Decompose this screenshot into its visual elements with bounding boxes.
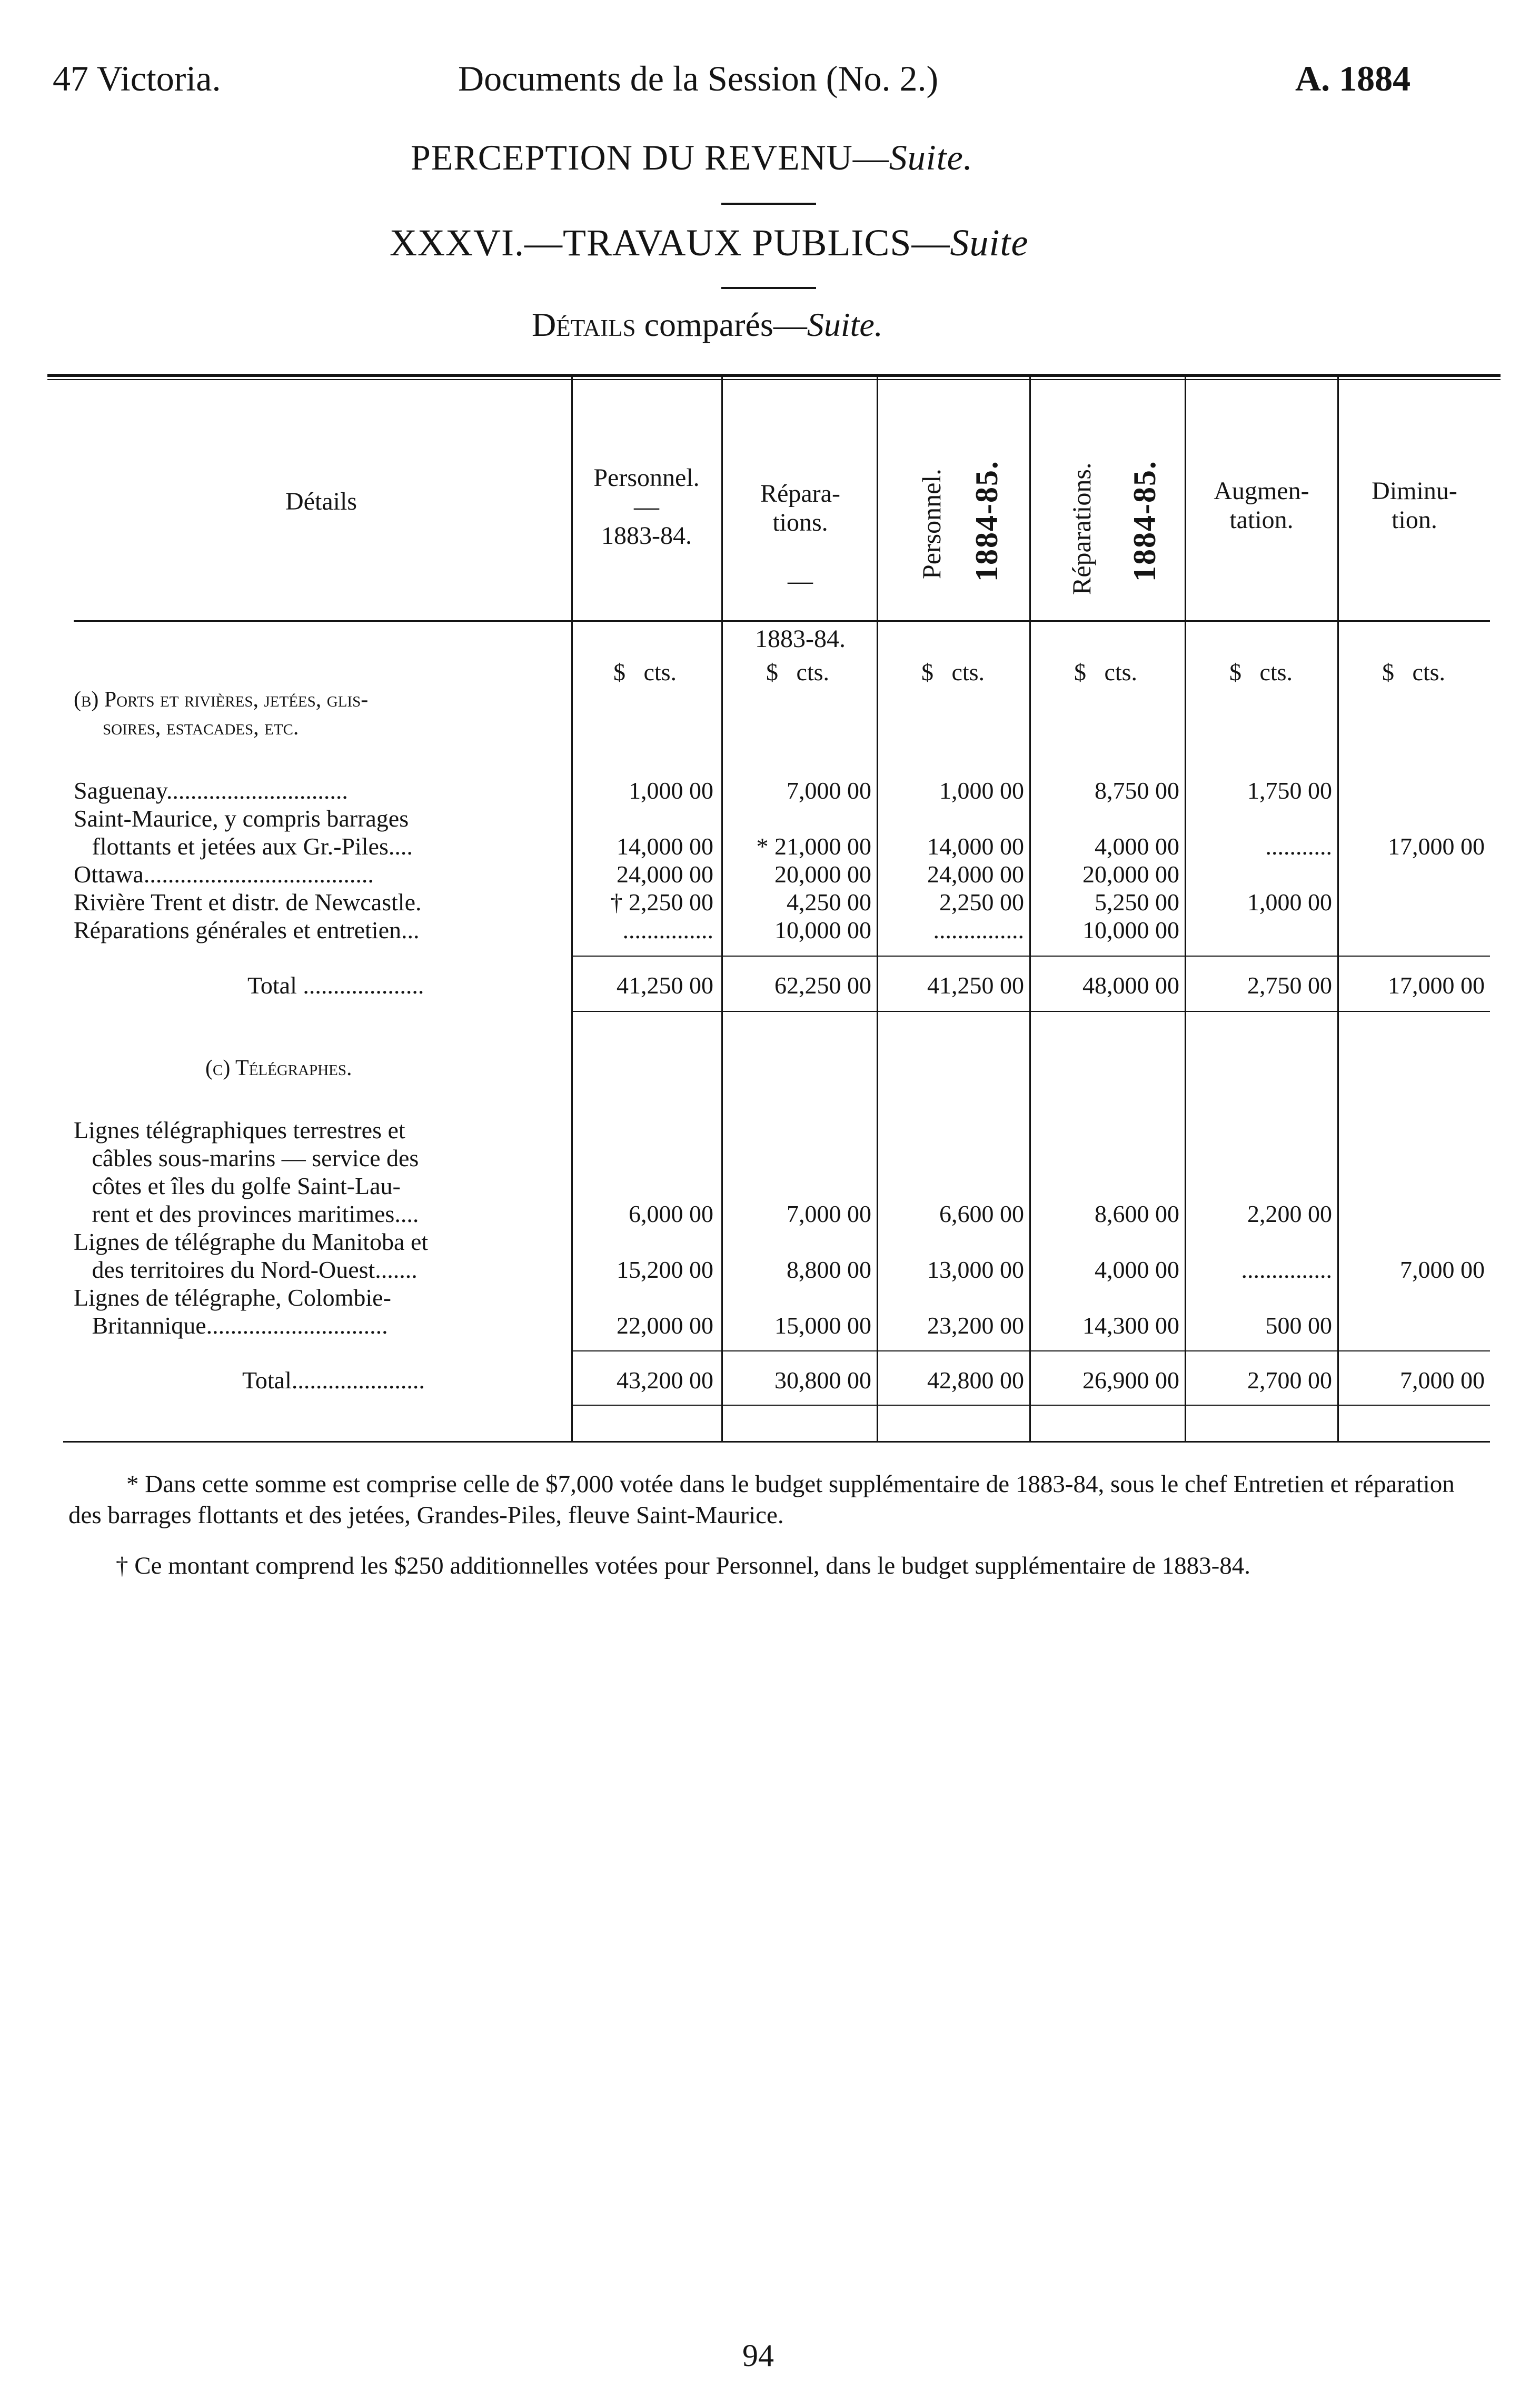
row-label: Lignes de télégraphe, Colombie- [74,1284,391,1311]
total-label: Total .................... [247,972,424,999]
value-augmentation: 500 00 [1265,1312,1332,1339]
subsection-title-main: comparés— [635,306,807,343]
unit-label: $ cts. [766,659,830,685]
value-personnel-1883-84: 14,000 00 [617,833,713,860]
column-header-year-1884-85-a [969,460,1005,582]
subsection-title-suite: Suite. [807,306,883,343]
value-reparations-1883-84: 4,250 00 [787,889,871,916]
total-personnel-1883-84: 43,200 00 [617,1367,713,1394]
value-reparations-1884-85: 8,600 00 [1095,1200,1179,1227]
unit-label: $ cts. [921,659,985,685]
row-label: Réparations générales et entretien... [74,917,420,943]
column-header-label: Personnel. [917,469,946,579]
column-header-personnel-1884-85 [916,469,947,579]
section-b-title-cont: soires, estacades, etc. [103,715,299,740]
value-personnel-1883-84: 22,000 00 [617,1312,713,1339]
table-bottom-rule [63,1441,1490,1443]
row-label: câbles sous-marins — service des [74,1145,419,1171]
value-diminution: 7,000 00 [1400,1256,1485,1283]
row-label: Britannique.............................. [74,1312,388,1339]
row-label: Saguenay.............................. [74,777,348,804]
row-label: Rivière Trent et distr. de Newcastle. [74,889,422,916]
total-c-bottom-rule [571,1405,1490,1406]
value-augmentation: ............... [1241,1256,1332,1283]
unit-label: $ cts. [1074,659,1138,685]
value-personnel-1883-84: 24,000 00 [617,861,713,888]
column-header-year: 1883-84. [755,625,846,653]
value-personnel-1883-84: ............... [622,917,713,943]
total-reparations-1884-85: 48,000 00 [1082,972,1179,999]
value-reparations-1884-85: 5,250 00 [1095,889,1179,916]
total-diminution: 17,000 00 [1388,972,1485,999]
total-c-top-rule [571,1350,1490,1351]
value-reparations-1883-84: 7,000 00 [787,1200,871,1227]
table-top-rule-thin [47,379,1501,380]
total-diminution: 7,000 00 [1400,1367,1485,1394]
row-label: Lignes de télégraphe du Manitoba et [74,1228,429,1255]
value-reparations-1883-84: 20,000 00 [774,861,871,888]
column-header-year: 1884-85. [1127,460,1162,582]
header-year: A. 1884 [1295,58,1411,98]
value-reparations-1884-85: 4,000 00 [1095,833,1179,860]
unit-label: $ cts. [613,659,677,685]
header-bottom-rule [74,620,1490,622]
value-personnel-1884-85: 1,000 00 [939,777,1024,804]
subsection-title [532,305,883,344]
value-reparations-1884-85: 8,750 00 [1095,777,1179,804]
value-personnel-1884-85: 13,000 00 [927,1256,1024,1283]
page-title-main: PERCEPTION DU REVENU— [411,137,889,177]
page-title-suite: Suite. [889,137,973,177]
page-number: 94 [742,2338,774,2373]
section-c-title: (c) Télégraphes. [205,1056,352,1080]
value-reparations-1883-84: 15,000 00 [774,1312,871,1339]
column-header-year: 1884-85. [969,460,1004,582]
section-b-title: (b) Ports et rivières, jetées, glis- [74,688,369,712]
total-augmentation: 2,750 00 [1247,972,1332,999]
section-title-main: XXXVI.—TRAVAUX PUBLICS— [390,222,950,264]
total-personnel-1884-85: 42,800 00 [927,1367,1024,1394]
value-augmentation: 1,750 00 [1247,777,1332,804]
column-header-diminution: Diminu- tion. [1372,477,1457,534]
total-reparations-1883-84: 62,250 00 [774,972,871,999]
value-personnel-1884-85: ............... [933,917,1024,943]
column-header-dash: — [788,566,813,595]
total-reparations-1883-84: 30,800 00 [774,1367,871,1394]
total-personnel-1884-85: 41,250 00 [927,972,1024,999]
unit-label: $ cts. [1229,659,1293,685]
comparison-table [74,374,1490,1443]
value-personnel-1883-84: 1,000 00 [629,777,713,804]
value-personnel-1884-85: 6,600 00 [939,1200,1024,1227]
section-title [390,221,1028,265]
column-header-dash: — [634,493,659,521]
table-top-rule [47,374,1501,377]
value-personnel-1883-84: 6,000 00 [629,1200,713,1227]
value-reparations-1884-85: 20,000 00 [1082,861,1179,888]
row-label: Saint-Maurice, y compris barrages [74,805,409,832]
total-b-bottom-rule [571,1011,1490,1012]
total-label: Total...................... [242,1367,425,1394]
column-header-label: Réparations. [1067,462,1096,595]
row-label: rent et des provinces maritimes.... [74,1200,419,1227]
total-b-top-rule [571,956,1490,957]
unit-label: $ cts. [1382,659,1446,685]
footnote-dagger: † Ce montant comprend les $250 additionnelles votées pour Personnel, dans le budget supplémentaire de 1883-84. [116,1552,1251,1579]
value-reparations-1884-85: 10,000 00 [1082,917,1179,943]
col-rule-2 [721,374,723,1443]
row-label: flottants et jetées aux Gr.-Piles.... [74,833,413,860]
value-personnel-1884-85: 23,200 00 [927,1312,1024,1339]
value-personnel-1884-85: 2,250 00 [939,889,1024,916]
total-augmentation: 2,700 00 [1247,1367,1332,1394]
value-augmentation: 1,000 00 [1247,889,1332,916]
value-reparations-1883-84: * 21,000 00 [756,833,871,860]
total-personnel-1883-84: 41,250 00 [617,972,713,999]
value-reparations-1883-84: 10,000 00 [774,917,871,943]
column-header-label: Répara- tions. [760,480,840,537]
footnote-star: * Dans cette somme est comprise celle de $7,000 votée dans le budget supplémentaire de 1883-84, sous le chef Entretien et réparation des barrages flottants et des jetées, Grandes-Piles, fleuve Saint-Maurice. [68,1470,1455,1529]
value-augmentation: 2,200 00 [1247,1200,1332,1227]
value-reparations-1884-85: 4,000 00 [1095,1256,1179,1283]
value-reparations-1883-84: 7,000 00 [787,777,871,804]
column-header-personnel-1883-84 [573,463,720,551]
column-header-details: Détails [285,488,357,515]
title-divider-1 [721,203,816,205]
value-augmentation: ........... [1265,833,1332,860]
subsection-title-caps: Détails [532,306,636,343]
column-header-label: Personnel. [593,464,700,492]
column-header-augmentation: Augmen- tation. [1214,477,1309,534]
value-reparations-1883-84: 8,800 00 [787,1256,871,1283]
column-header-reparations-1883-84 [724,450,877,683]
total-reparations-1884-85: 26,900 00 [1082,1367,1179,1394]
value-reparations-1884-85: 14,300 00 [1082,1312,1179,1339]
section-title-suite: Suite [950,222,1029,264]
value-personnel-1884-85: 24,000 00 [927,861,1024,888]
column-header-year-1884-85-b [1127,460,1163,582]
header-document-title: Documents de la Session (No. 2.) [458,58,939,98]
column-header-year: 1883-84. [601,522,692,550]
row-label: Lignes télégraphiques terrestres et [74,1117,405,1144]
value-personnel-1883-84: 15,200 00 [617,1256,713,1283]
row-label: Ottawa...................................... [74,861,374,888]
value-personnel-1884-85: 14,000 00 [927,833,1024,860]
header-session-year: 47 Victoria. [53,58,221,98]
row-label: des territoires du Nord-Ouest....... [74,1256,418,1283]
value-diminution: 17,000 00 [1388,833,1485,860]
row-label: côtes et îles du golfe Saint-Lau- [74,1172,401,1199]
value-personnel-1883-84: † 2,250 00 [610,889,713,916]
column-header-reparations-1884-85 [1066,463,1097,595]
page-title [411,137,973,178]
title-divider-2 [721,287,816,289]
